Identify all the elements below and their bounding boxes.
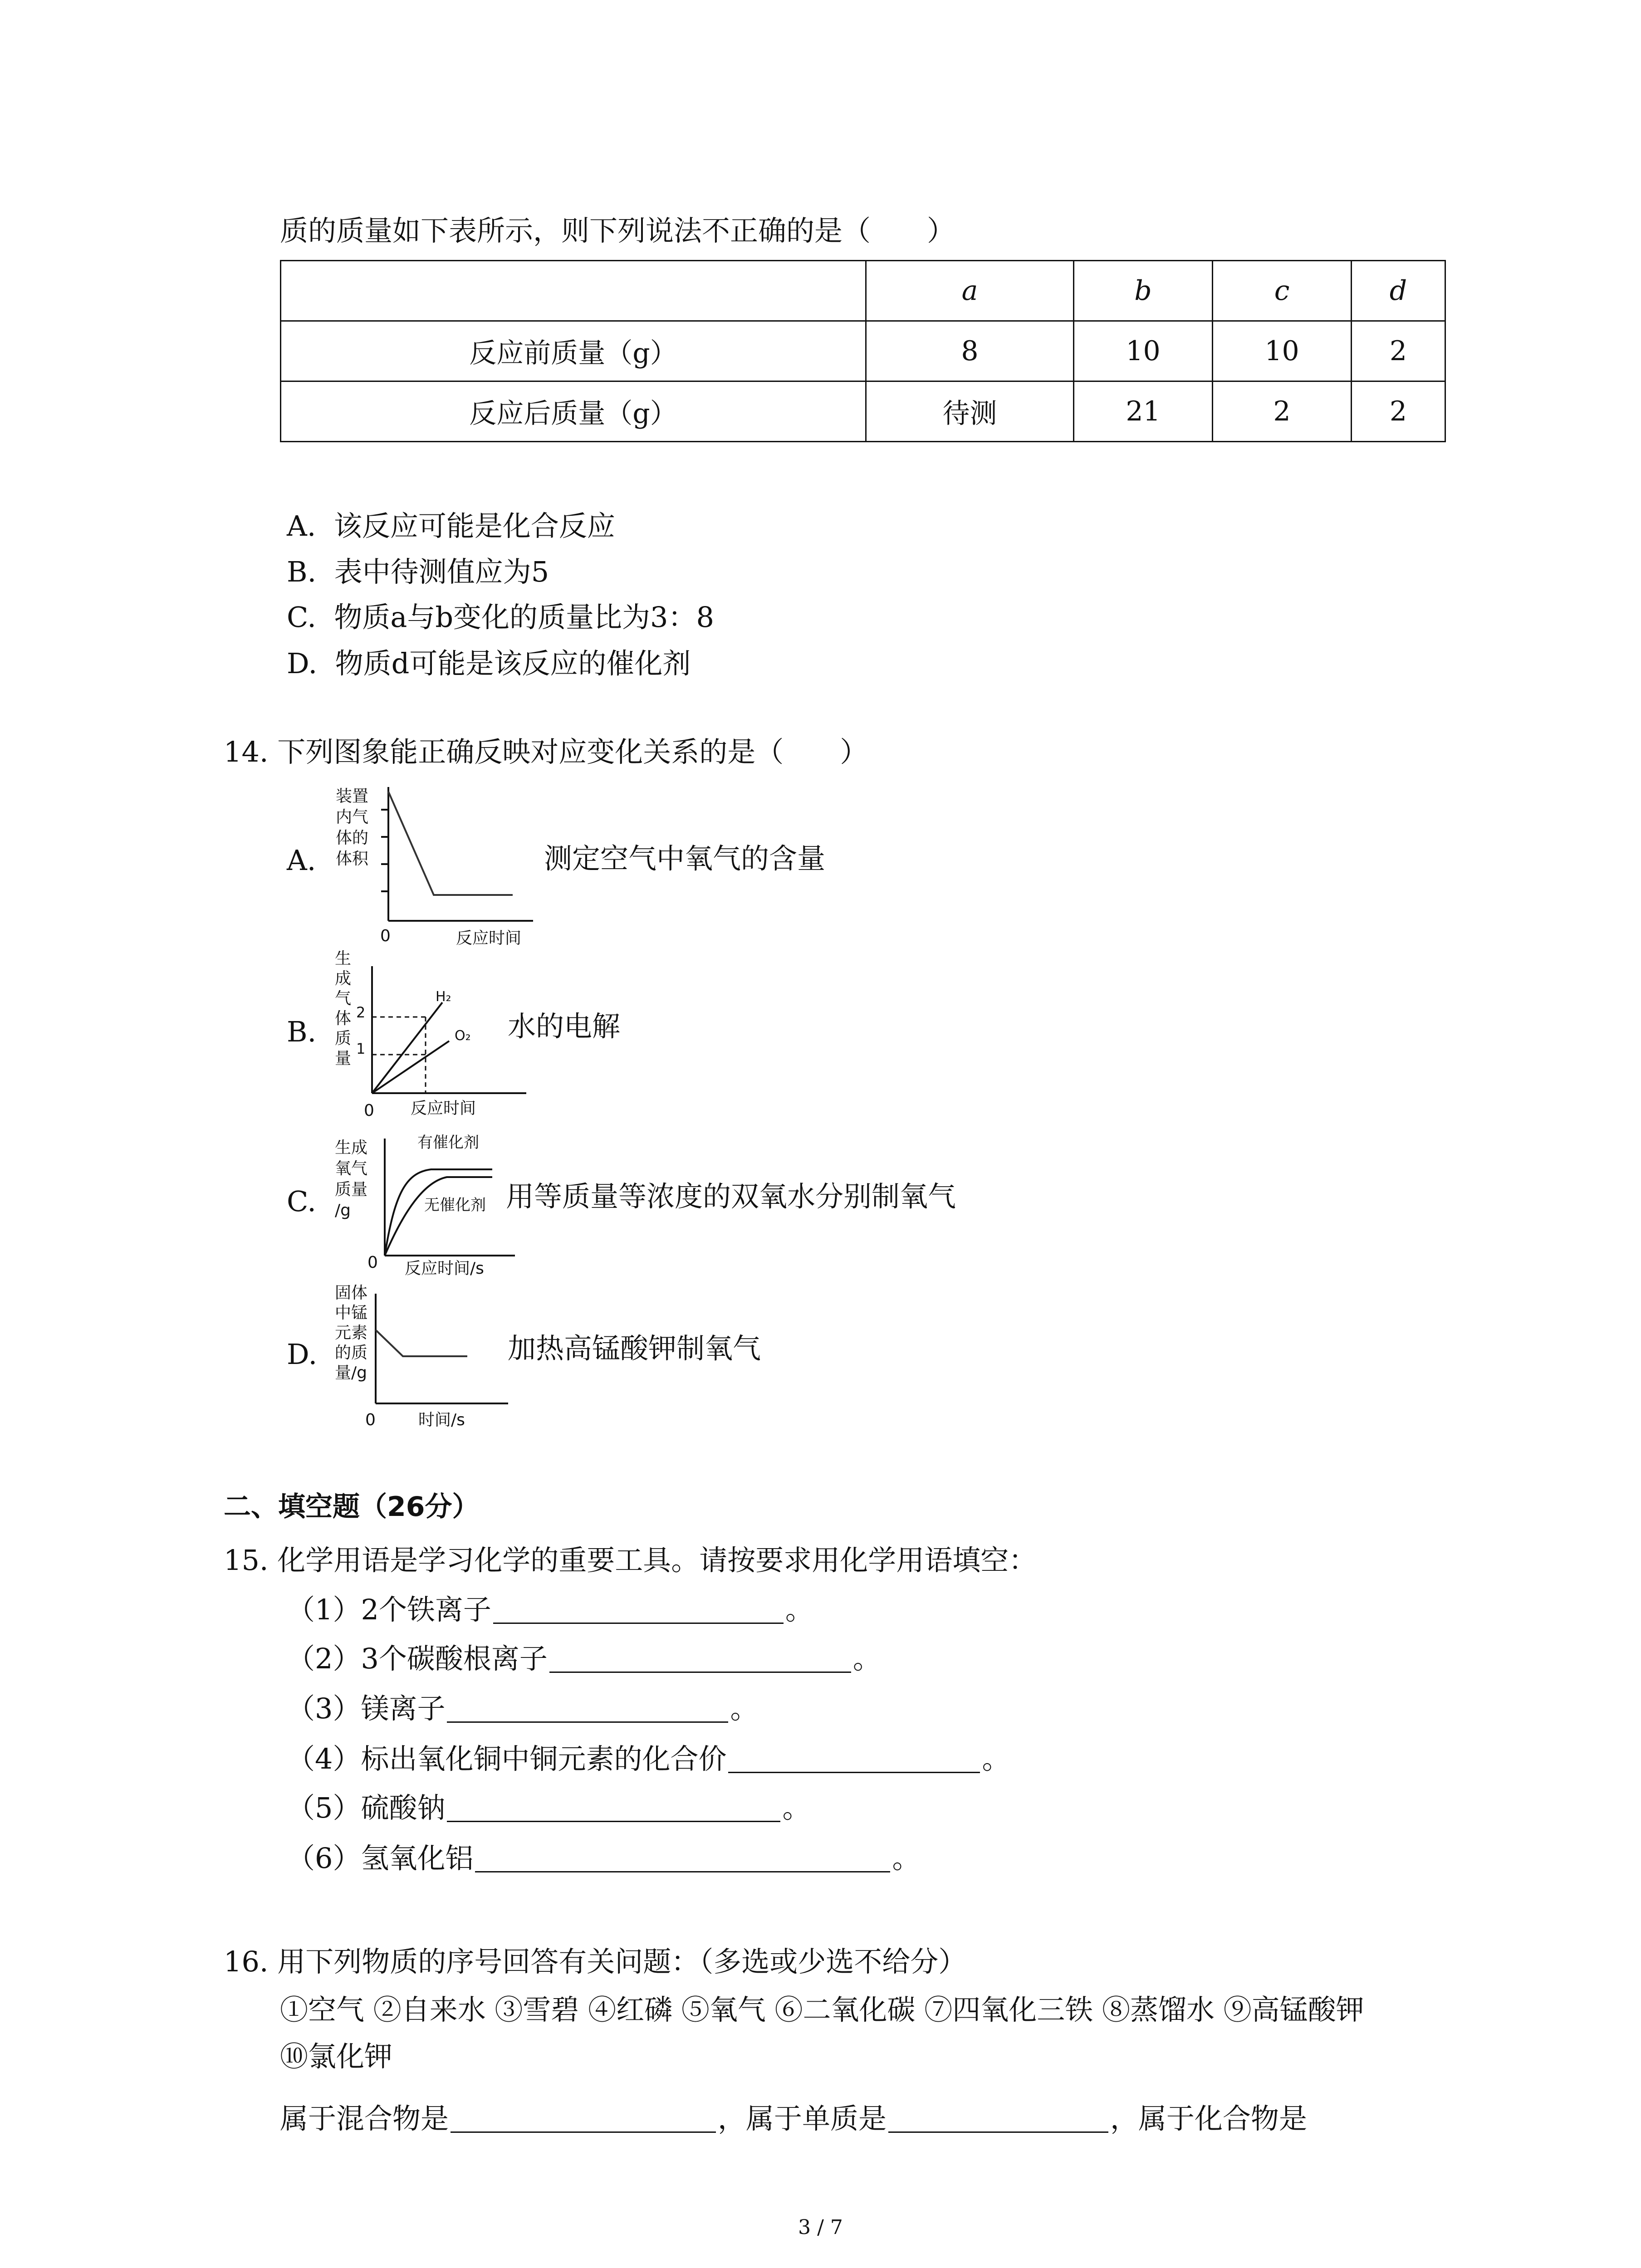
- q15-item-5: [287, 1791, 811, 1824]
- q14-option-b-letter[interactable]: B.: [287, 1015, 317, 1048]
- table-cell: 2: [1352, 381, 1445, 442]
- item-end: 。: [730, 1692, 759, 1725]
- q14-option-b-text: 水的电解: [508, 1010, 621, 1043]
- table-header-row: [281, 261, 1445, 321]
- graph-ylabel: 生: [335, 949, 352, 968]
- table-cell: 21: [1074, 381, 1213, 442]
- q14-option-a-letter[interactable]: A.: [287, 844, 316, 877]
- graph-xlabel: 反应时间: [411, 1099, 476, 1118]
- graph-ylabel: 质量: [335, 1180, 368, 1199]
- graph-ylabel: 元素: [335, 1324, 368, 1342]
- graph-ylabel: 体的: [336, 829, 369, 847]
- table-header-cell: a: [866, 261, 1074, 321]
- q15-item-4: [287, 1742, 1010, 1775]
- q16-stem: 16. 用下列物质的序号回答有关问题：（多选或少选不给分）: [224, 1945, 967, 1978]
- table-header-cell: d: [1352, 261, 1445, 321]
- q16-substances: ①空气 ②自来水 ③雪碧 ④红磷 ⑤氧气 ⑥二氧化碳 ⑦四氧化三铁 ⑧蒸馏水 ⑨高锰酸钾: [280, 1993, 1364, 2026]
- graph-series-label: O₂: [455, 1028, 471, 1044]
- option-letter: C.: [287, 601, 316, 634]
- q14-option-d-letter[interactable]: D.: [287, 1338, 318, 1371]
- option-letter: D.: [287, 647, 318, 680]
- item-end: 。: [852, 1642, 881, 1675]
- table-cell: 10: [1074, 321, 1213, 381]
- section-heading: 二、填空题（26分）: [224, 1491, 480, 1523]
- table-cell: 反应后质量（g）: [281, 381, 866, 442]
- answer-blank[interactable]: [888, 2105, 1108, 2133]
- item-end: 。: [892, 1842, 921, 1875]
- fill-label: ，属于单质是: [718, 2102, 887, 2135]
- graph-ylabel: 体积: [336, 850, 369, 868]
- table-cell: 8: [866, 321, 1074, 381]
- item-label: （2）3个碳酸根离子: [287, 1642, 548, 1675]
- graph-ylabel: 固体: [335, 1284, 368, 1302]
- graph-xlabel: 反应时间: [456, 929, 522, 948]
- item-end: 。: [782, 1791, 811, 1824]
- q13-option-d[interactable]: [287, 641, 691, 681]
- graph-origin: 0: [380, 927, 391, 945]
- q15-stem: 15. 化学用语是学习化学的重要工具。请按要求用化学用语填空：: [224, 1544, 1037, 1577]
- q14-graph-a: [327, 782, 535, 952]
- fill-label: ，属于化合物是: [1110, 2102, 1308, 2135]
- graph-series-label: H₂: [436, 989, 451, 1005]
- q14-option-c-letter[interactable]: C.: [287, 1185, 316, 1218]
- option-text: 表中待测值应为5: [334, 555, 549, 588]
- graph-ylabel: 气: [335, 989, 352, 1008]
- table-cell: 待测: [866, 381, 1074, 442]
- q15-item-2: [287, 1642, 881, 1675]
- graph-ylabel: 量: [335, 1049, 352, 1068]
- graph-ylabel: 生成: [335, 1139, 368, 1157]
- graph-ylabel: 成: [335, 969, 352, 988]
- item-label: （4）标出氧化铜中铜元素的化合价: [287, 1742, 727, 1775]
- q14-option-d-text: 加热高锰酸钾制氧气: [508, 1332, 761, 1365]
- q14-graph-d: [327, 1280, 517, 1438]
- graph-ylabel: 装置: [336, 787, 369, 806]
- answer-blank[interactable]: [451, 2105, 716, 2133]
- fill-label: 属于混合物是: [280, 2102, 449, 2135]
- graph-tick-label: 1: [356, 1040, 366, 1057]
- graph-series-label: 无催化剂: [424, 1196, 486, 1214]
- q14-option-c-text: 用等质量等浓度的双氧水分别制氧气: [506, 1180, 956, 1213]
- item-label: （6）氢氧化铝: [287, 1842, 474, 1875]
- table-cell: 2: [1352, 321, 1445, 381]
- graph-xlabel: 时间/s: [418, 1411, 465, 1429]
- item-label: （1）2个铁离子: [287, 1593, 491, 1626]
- option-letter: A.: [287, 509, 316, 543]
- option-text: 物质a与b变化的质量比为3：8: [334, 601, 714, 634]
- graph-origin: 0: [367, 1253, 378, 1272]
- answer-blank[interactable]: [728, 1745, 980, 1773]
- item-end: 。: [785, 1593, 813, 1626]
- graph-origin: 0: [364, 1101, 374, 1118]
- q14-graph-b: [327, 946, 535, 1120]
- item-label: （5）硫酸钠: [287, 1791, 446, 1824]
- option-letter: B.: [287, 555, 317, 588]
- q15-item-3: [287, 1692, 759, 1725]
- option-text: 该反应可能是化合反应: [333, 509, 615, 543]
- table-row: [281, 321, 1445, 381]
- q16-substances: ⑩氯化钾: [280, 2040, 393, 2073]
- option-text: 物质d可能是该反应的催化剂: [335, 647, 691, 680]
- q13-mass-table: [280, 260, 1446, 442]
- graph-ylabel: 氧气: [335, 1159, 368, 1178]
- q16-classification: [280, 2102, 1308, 2135]
- answer-blank[interactable]: [549, 1645, 851, 1673]
- answer-blank[interactable]: [447, 1695, 728, 1723]
- item-end: 。: [982, 1742, 1010, 1775]
- q15-item-6: [287, 1842, 921, 1875]
- graph-xlabel: 反应时间/s: [405, 1259, 484, 1278]
- table-cell: 10: [1213, 321, 1352, 381]
- graph-ylabel: 质: [335, 1029, 352, 1048]
- table-row: [281, 381, 1445, 442]
- q14-option-a-text: 测定空气中氧气的含量: [544, 842, 826, 875]
- answer-blank[interactable]: [447, 1794, 780, 1822]
- q13-option-b[interactable]: [287, 549, 549, 590]
- graph-origin: 0: [365, 1411, 376, 1429]
- answer-blank[interactable]: [475, 1845, 890, 1872]
- table-header-cell: [281, 261, 866, 321]
- graph-ylabel: 量/g: [335, 1364, 367, 1382]
- graph-ylabel: 内气: [336, 808, 369, 826]
- q14-stem: 14. 下列图象能正确反映对应变化关系的是（ ）: [224, 735, 868, 768]
- item-label: （3）镁离子: [287, 1692, 446, 1725]
- q13-option-a[interactable]: [287, 503, 615, 544]
- q13-option-c[interactable]: [287, 595, 714, 635]
- graph-ylabel: 体: [335, 1009, 352, 1028]
- table-cell: 反应前质量（g）: [281, 321, 866, 381]
- graph-ylabel: 中锰: [335, 1304, 368, 1322]
- answer-blank[interactable]: [493, 1596, 784, 1624]
- graph-ylabel: 的质: [335, 1344, 368, 1362]
- q14-graph-c: [327, 1129, 517, 1290]
- table-header-cell: c: [1213, 261, 1352, 321]
- graph-ylabel: /g: [335, 1201, 351, 1220]
- q15-item-1: [287, 1593, 813, 1626]
- table-cell: 2: [1213, 381, 1352, 442]
- graph-series-label: 有催化剂: [417, 1134, 479, 1152]
- q13-intro: 质的质量如下表所示，则下列说法不正确的是（ ）: [280, 214, 955, 247]
- table-header-cell: b: [1074, 261, 1213, 321]
- page-number: 3 / 7: [798, 2216, 843, 2239]
- graph-tick-label: 2: [356, 1004, 366, 1021]
